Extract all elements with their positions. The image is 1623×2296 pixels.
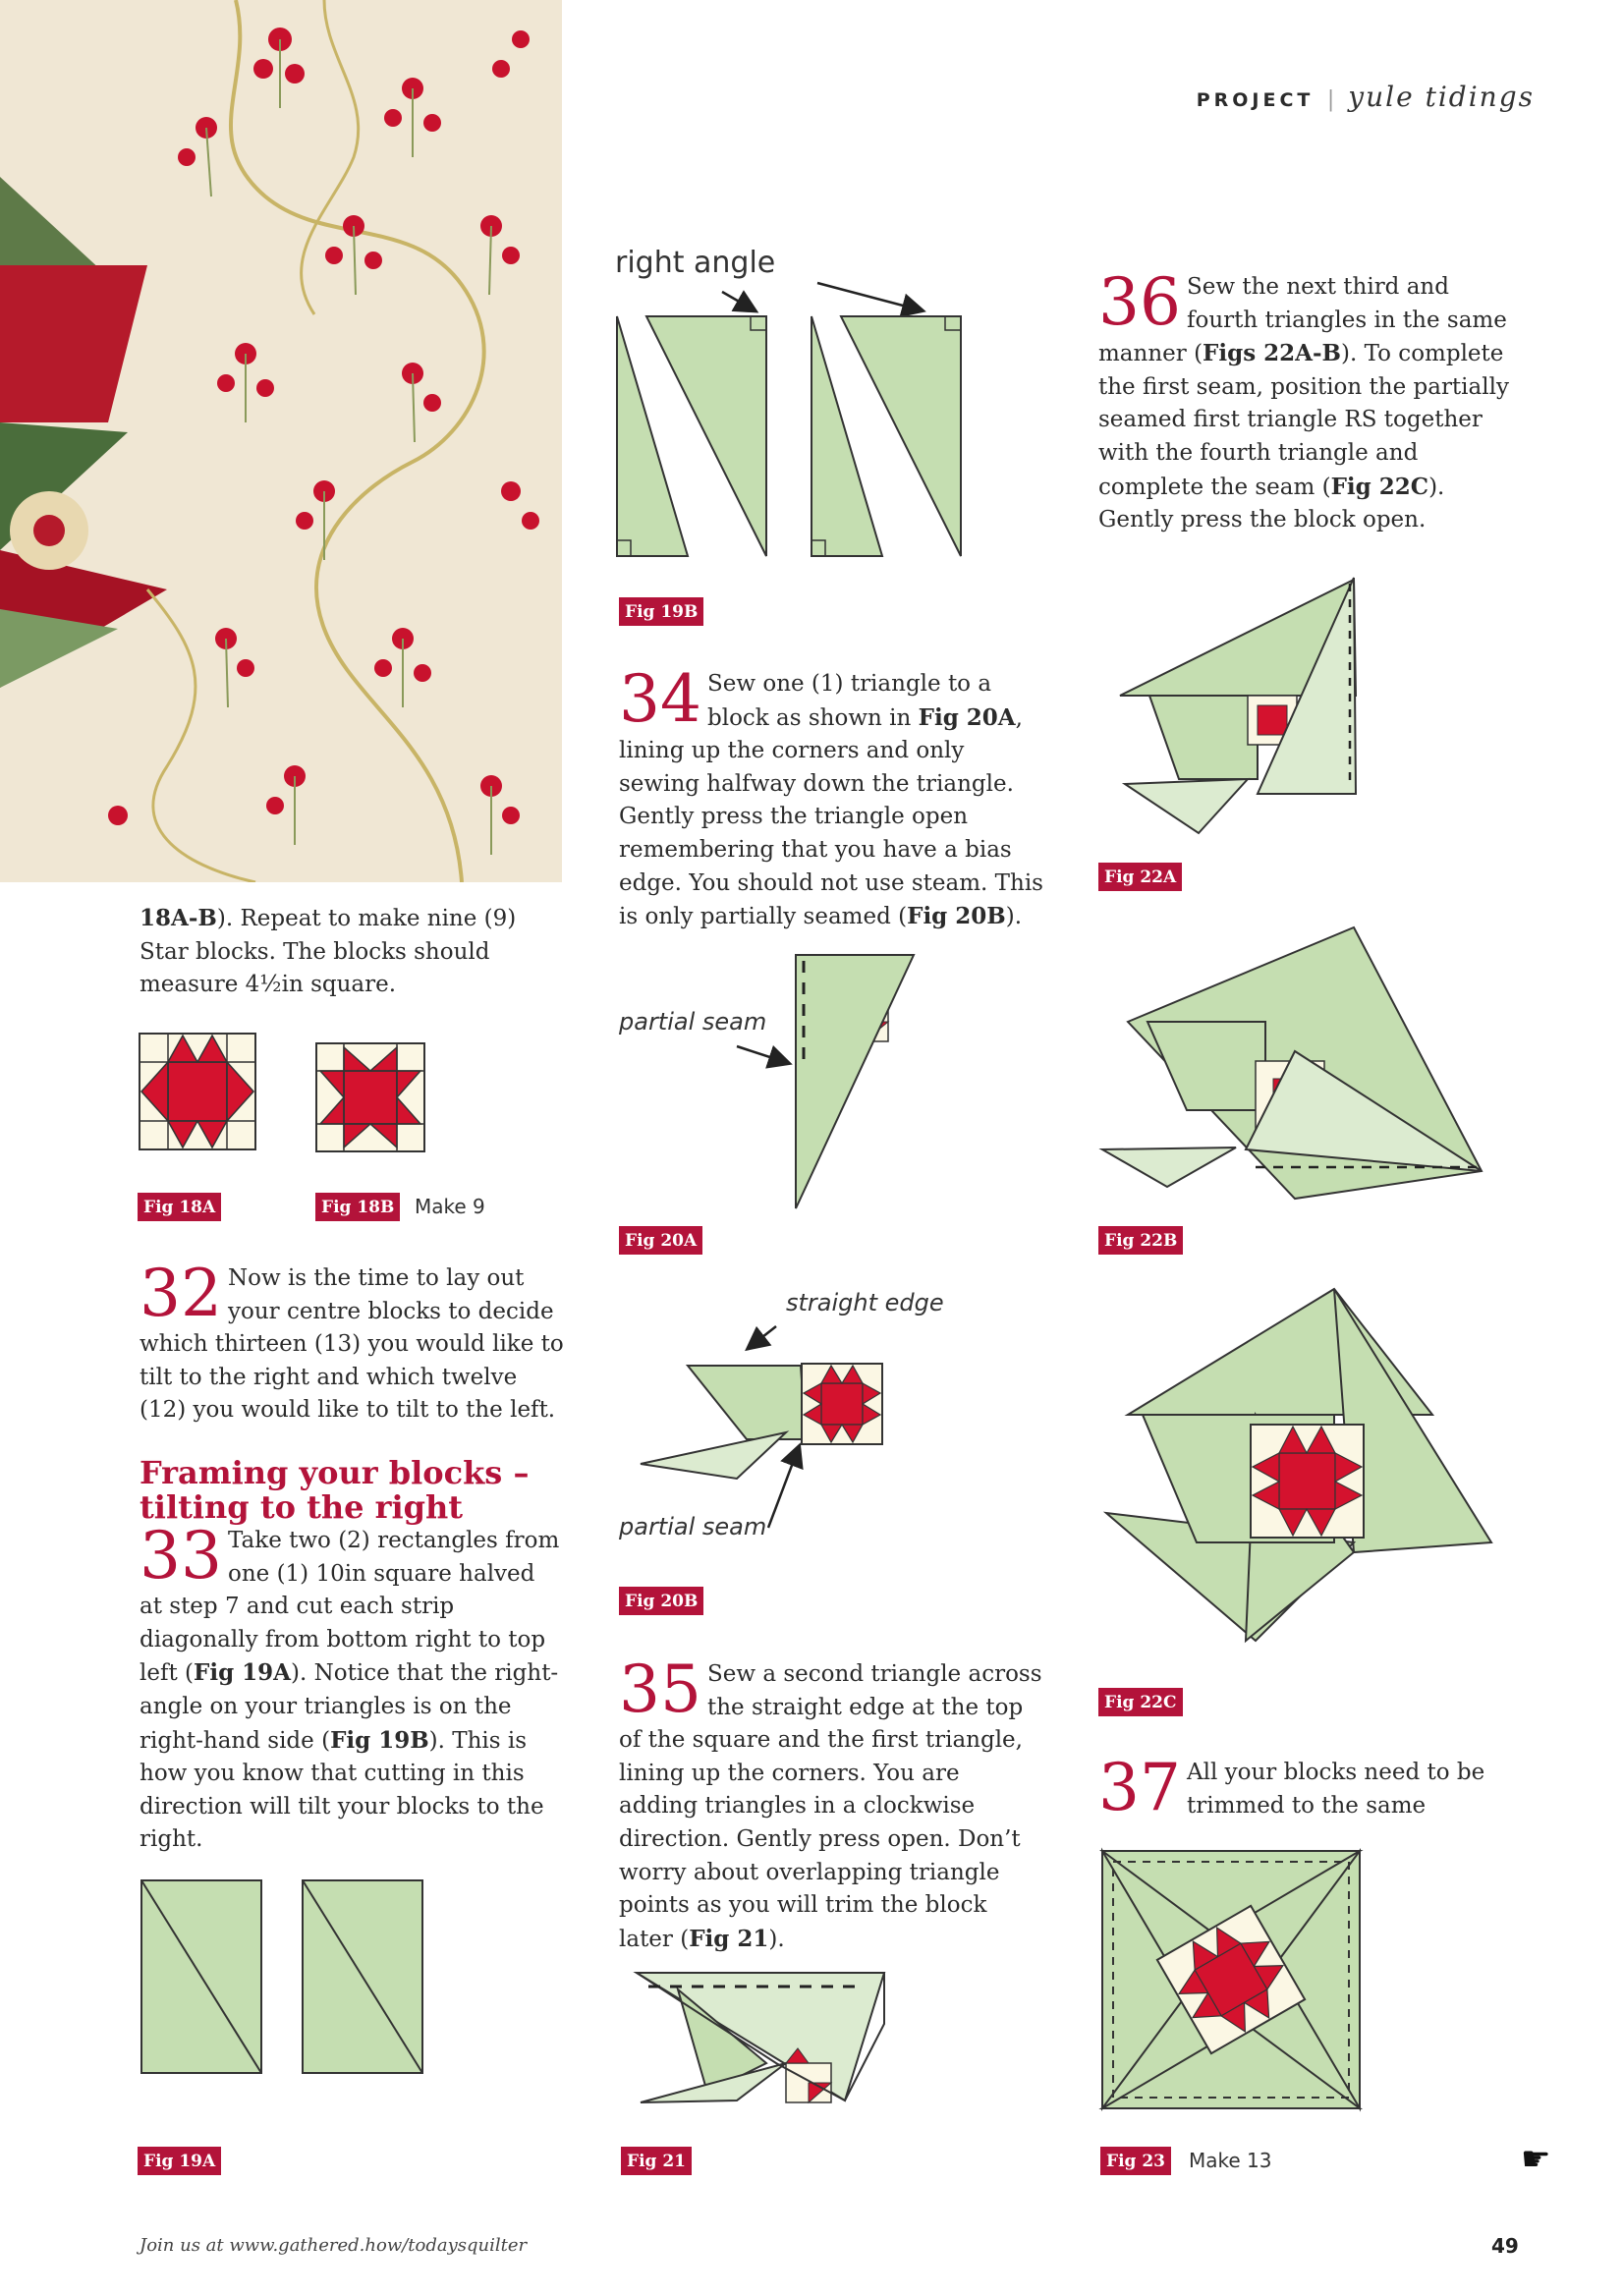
- step-33: [140, 1518, 564, 1857]
- footer-text: Join us at www.gathered.how/todaysquilter: [140, 2235, 528, 2256]
- fig22b-diagram: [1098, 924, 1511, 1208]
- step-33-ref-19b: Fig 19B: [330, 1726, 429, 1754]
- header-project: PROJECT: [1196, 89, 1315, 111]
- step-32-text: Now is the time to lay out your centre blocks to decide which thirteen (13) you would like to tilt to the right and which twelve (12) you would like to tilt to the left.: [140, 1265, 564, 1424]
- step-37: [1098, 1750, 1523, 1825]
- fig22a-label: Fig 22A: [1098, 863, 1182, 891]
- step-34-number: 34: [619, 661, 701, 737]
- step-34-text-2: , lining up the corners and only sewing halfway down the triangle. Gently press the triangle open remembering that you have a bias edge. You should not use steam. This is only partially seamed (: [619, 704, 1043, 930]
- fig18b-star-block: [316, 1043, 424, 1151]
- step-36-ref-22c: Fig 22C: [1330, 473, 1429, 500]
- fig22b-label: Fig 22B: [1098, 1226, 1183, 1255]
- fig19a-diagram: [140, 1878, 434, 2075]
- right-angle-annotation: right angle: [615, 246, 776, 280]
- step-35: [619, 1652, 1043, 1956]
- step-37-text: All your blocks need to be trimmed to the same: [1186, 1760, 1485, 1819]
- fig21-label: Fig 21: [621, 2147, 692, 2175]
- fig20b-diagram: [629, 1307, 923, 1533]
- section-heading: Framing your blocks – tilting to the right: [140, 1454, 530, 1526]
- step-34-ref-20a: Fig 20A: [918, 703, 1016, 731]
- fig18b-label: Fig 18B: [315, 1193, 400, 1221]
- step-34-text-1: Sew one (1) triangle to a block as shown in: [706, 671, 992, 731]
- step-36-number: 36: [1098, 264, 1181, 340]
- partial-seam-annotation: partial seam: [619, 1008, 767, 1036]
- step-35-ref-21: Fig 21: [689, 1925, 769, 1952]
- make9-caption: Make 9: [415, 1195, 485, 1218]
- step-37-number: 37: [1098, 1750, 1181, 1825]
- header-separator: |: [1326, 87, 1335, 112]
- fig20a-label: Fig 20A: [619, 1226, 702, 1255]
- page-header: [1197, 81, 1535, 113]
- step-34-ref-20b: Fig 20B: [907, 903, 1006, 930]
- quilt-photo-art: [0, 0, 562, 882]
- fig19b-label: Fig 19B: [619, 597, 703, 626]
- partial-seam-annotation-2: partial seam: [619, 1513, 767, 1540]
- step-36: [1098, 264, 1523, 537]
- step-33-ref-19a: Fig 19A: [194, 1659, 292, 1687]
- fig23-label: Fig 23: [1100, 2147, 1171, 2175]
- step-32-number: 32: [140, 1256, 222, 1331]
- page-number: 49: [1491, 2234, 1519, 2258]
- fig18a-star-block: [140, 1034, 255, 1149]
- step-35-text-1: Sew a second triangle across the straight edge at the top of the square and the first triangle, lining up the corners. You are adding triangles in a clockwise direction. Gently press open. Don’t worry about overlapping triangle points as you will trim the block later (: [619, 1661, 1042, 1952]
- fig19b-diagram: [609, 265, 963, 570]
- step-34: [619, 661, 1043, 934]
- continue-hand-icon: ☛: [1521, 2140, 1551, 2179]
- step-36-ref-22ab: Figs 22A-B: [1203, 340, 1341, 367]
- quilt-photo: [0, 0, 562, 882]
- fig19a-label: Fig 19A: [138, 2147, 221, 2175]
- step-33-text-3: ). This is how you know that cutting in this direction will tilt your blocks to the right.: [140, 1727, 544, 1853]
- step-36-text-1: Sew the next third and fourth triangles in the same manner (: [1098, 274, 1507, 367]
- step-33-number: 33: [140, 1518, 222, 1594]
- fig22a-diagram: [1110, 568, 1385, 843]
- intro-fig-ref: 18A-B: [140, 905, 217, 931]
- make13-caption: Make 13: [1189, 2149, 1272, 2172]
- fig18a-label: Fig 18A: [138, 1193, 221, 1221]
- fig20a-diagram: [727, 953, 923, 1218]
- intro-text: ). Repeat to make nine (9) Star blocks. The blocks should measure 4½in square.: [140, 906, 517, 998]
- straight-edge-annotation: straight edge: [786, 1289, 944, 1316]
- step-35-text-2: ).: [768, 1926, 785, 1952]
- fig23-diagram: [1098, 1847, 1364, 2112]
- step-35-number: 35: [619, 1652, 701, 1727]
- step-36-text-2: ). To complete the first seam, position the partially seamed first triangle RS together with the fourth triangle and complete the seam (: [1098, 341, 1509, 500]
- fig22c-label: Fig 22C: [1098, 1688, 1183, 1716]
- header-title: yule tidings: [1348, 81, 1535, 113]
- step-36-text-3: ). Gently press the block open.: [1098, 474, 1445, 533]
- fig22c-diagram: [1098, 1287, 1511, 1660]
- step-33-text-2: ). Notice that the right-angle on your triangles is on the right-hand side (: [140, 1660, 559, 1754]
- intro-paragraph: [140, 902, 564, 1002]
- step-33-text-1: Take two (2) rectangles from one (1) 10in square halved at step 7 and cut each strip diagonally from bottom right to top left (: [140, 1528, 560, 1687]
- fig20b-label: Fig 20B: [619, 1587, 703, 1615]
- step-34-text-3: ).: [1005, 904, 1023, 930]
- fig21-diagram: [629, 1965, 904, 2112]
- step-32: [140, 1256, 564, 1428]
